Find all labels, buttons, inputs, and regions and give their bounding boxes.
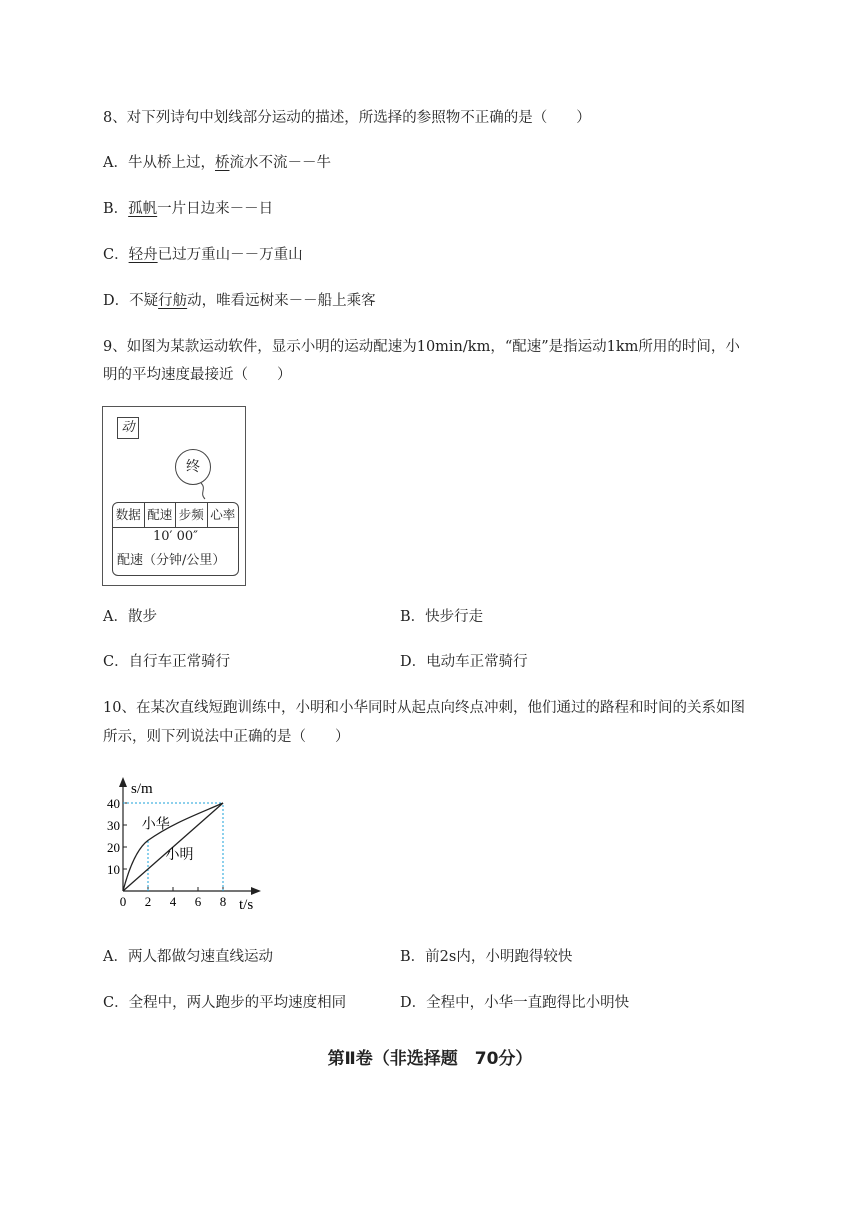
- q10-option-b: B．前2s内，小明跑得较快: [400, 949, 573, 965]
- q8-option-a: A．牛从桥上过，桥流水不流－－牛: [103, 155, 331, 171]
- q10-stem-line1: 10、在某次直线短跑训练中，小明和小华同时从起点向终点冲刺，他们通过的路程和时间的关系如图: [103, 700, 745, 716]
- section-title: 第Ⅱ卷（非选择题 70分）: [327, 1049, 533, 1069]
- tab-pace: 配速: [145, 503, 177, 527]
- q9-stem-line1: 9、如图为某款运动软件，显示小明的运动配速为10min/km，“配速”是指运动1km所用的时间，小: [103, 339, 740, 355]
- pace-value: 10′ 00″: [152, 529, 199, 544]
- pace-panel: [112, 502, 239, 576]
- end-button-icon: 终: [175, 449, 211, 485]
- x-tick-label: 8: [219, 894, 227, 909]
- q9-option-d: D．电动车正常骑行: [400, 654, 528, 670]
- underlined-text: 孤帆: [128, 201, 158, 217]
- x-tick-label: 4: [169, 894, 177, 909]
- q8-option-d: D．不疑行舫动，唯看远树来－－船上乘客: [103, 293, 376, 309]
- series-label-xiaohua: 小华: [141, 816, 170, 833]
- y-tick-label: 30: [107, 818, 120, 833]
- q10-stem-line2: 所示，则下列说法中正确的是（ ）: [103, 729, 350, 745]
- y-tick-label: 10: [107, 862, 120, 877]
- underlined-text: 轻舟: [128, 247, 158, 263]
- x-tick-label: 2: [144, 894, 152, 909]
- x-tick-label: 0: [119, 894, 127, 909]
- tab-cadence: 步频: [176, 503, 208, 527]
- pace-tabs: [113, 503, 238, 527]
- x-axis-label: t/s: [239, 897, 254, 913]
- distance-time-chart: [95, 775, 270, 915]
- tab-data: 数据: [113, 503, 145, 527]
- q9-option-a: A．散步: [103, 609, 157, 625]
- y-axis-arrow: [119, 777, 127, 787]
- q9-option-b: B．快步行走: [400, 609, 484, 625]
- q8-stem: 8、对下列诗句中划线部分运动的描述，所选择的参照物不正确的是（ ）: [103, 110, 591, 126]
- q10-option-a: A．两人都做匀速直线运动: [103, 949, 273, 965]
- tab-heart-rate: 心率: [210, 507, 236, 522]
- underlined-text: 行舫: [158, 293, 188, 309]
- q9-stem-line2: 明的平均速度最接近（ ）: [103, 367, 292, 383]
- y-tick-label: 20: [107, 840, 120, 855]
- running-app-figure: [102, 406, 246, 586]
- underlined-text: 桥: [214, 155, 230, 171]
- q10-option-d: D．全程中，小华一直跑得比小明快: [400, 995, 630, 1011]
- x-axis-arrow: [251, 887, 261, 895]
- app-icon: 动: [117, 417, 139, 439]
- q8-option-c: C．轻舟已过万重山－－万重山: [103, 247, 303, 263]
- series-label-xiaoming: 小明: [165, 847, 194, 864]
- q8-option-b: B．孤帆一片日边来－－日: [103, 201, 274, 217]
- x-tick-label: 6: [194, 894, 202, 909]
- y-tick-label: 40: [107, 796, 120, 811]
- q9-option-c: C．自行车正常骑行: [103, 654, 231, 670]
- y-axis-label: s/m: [131, 781, 153, 797]
- q10-option-c: C．全程中，两人跑步的平均速度相同: [103, 995, 347, 1011]
- pace-label: 配速（分钟/公里）: [117, 553, 226, 568]
